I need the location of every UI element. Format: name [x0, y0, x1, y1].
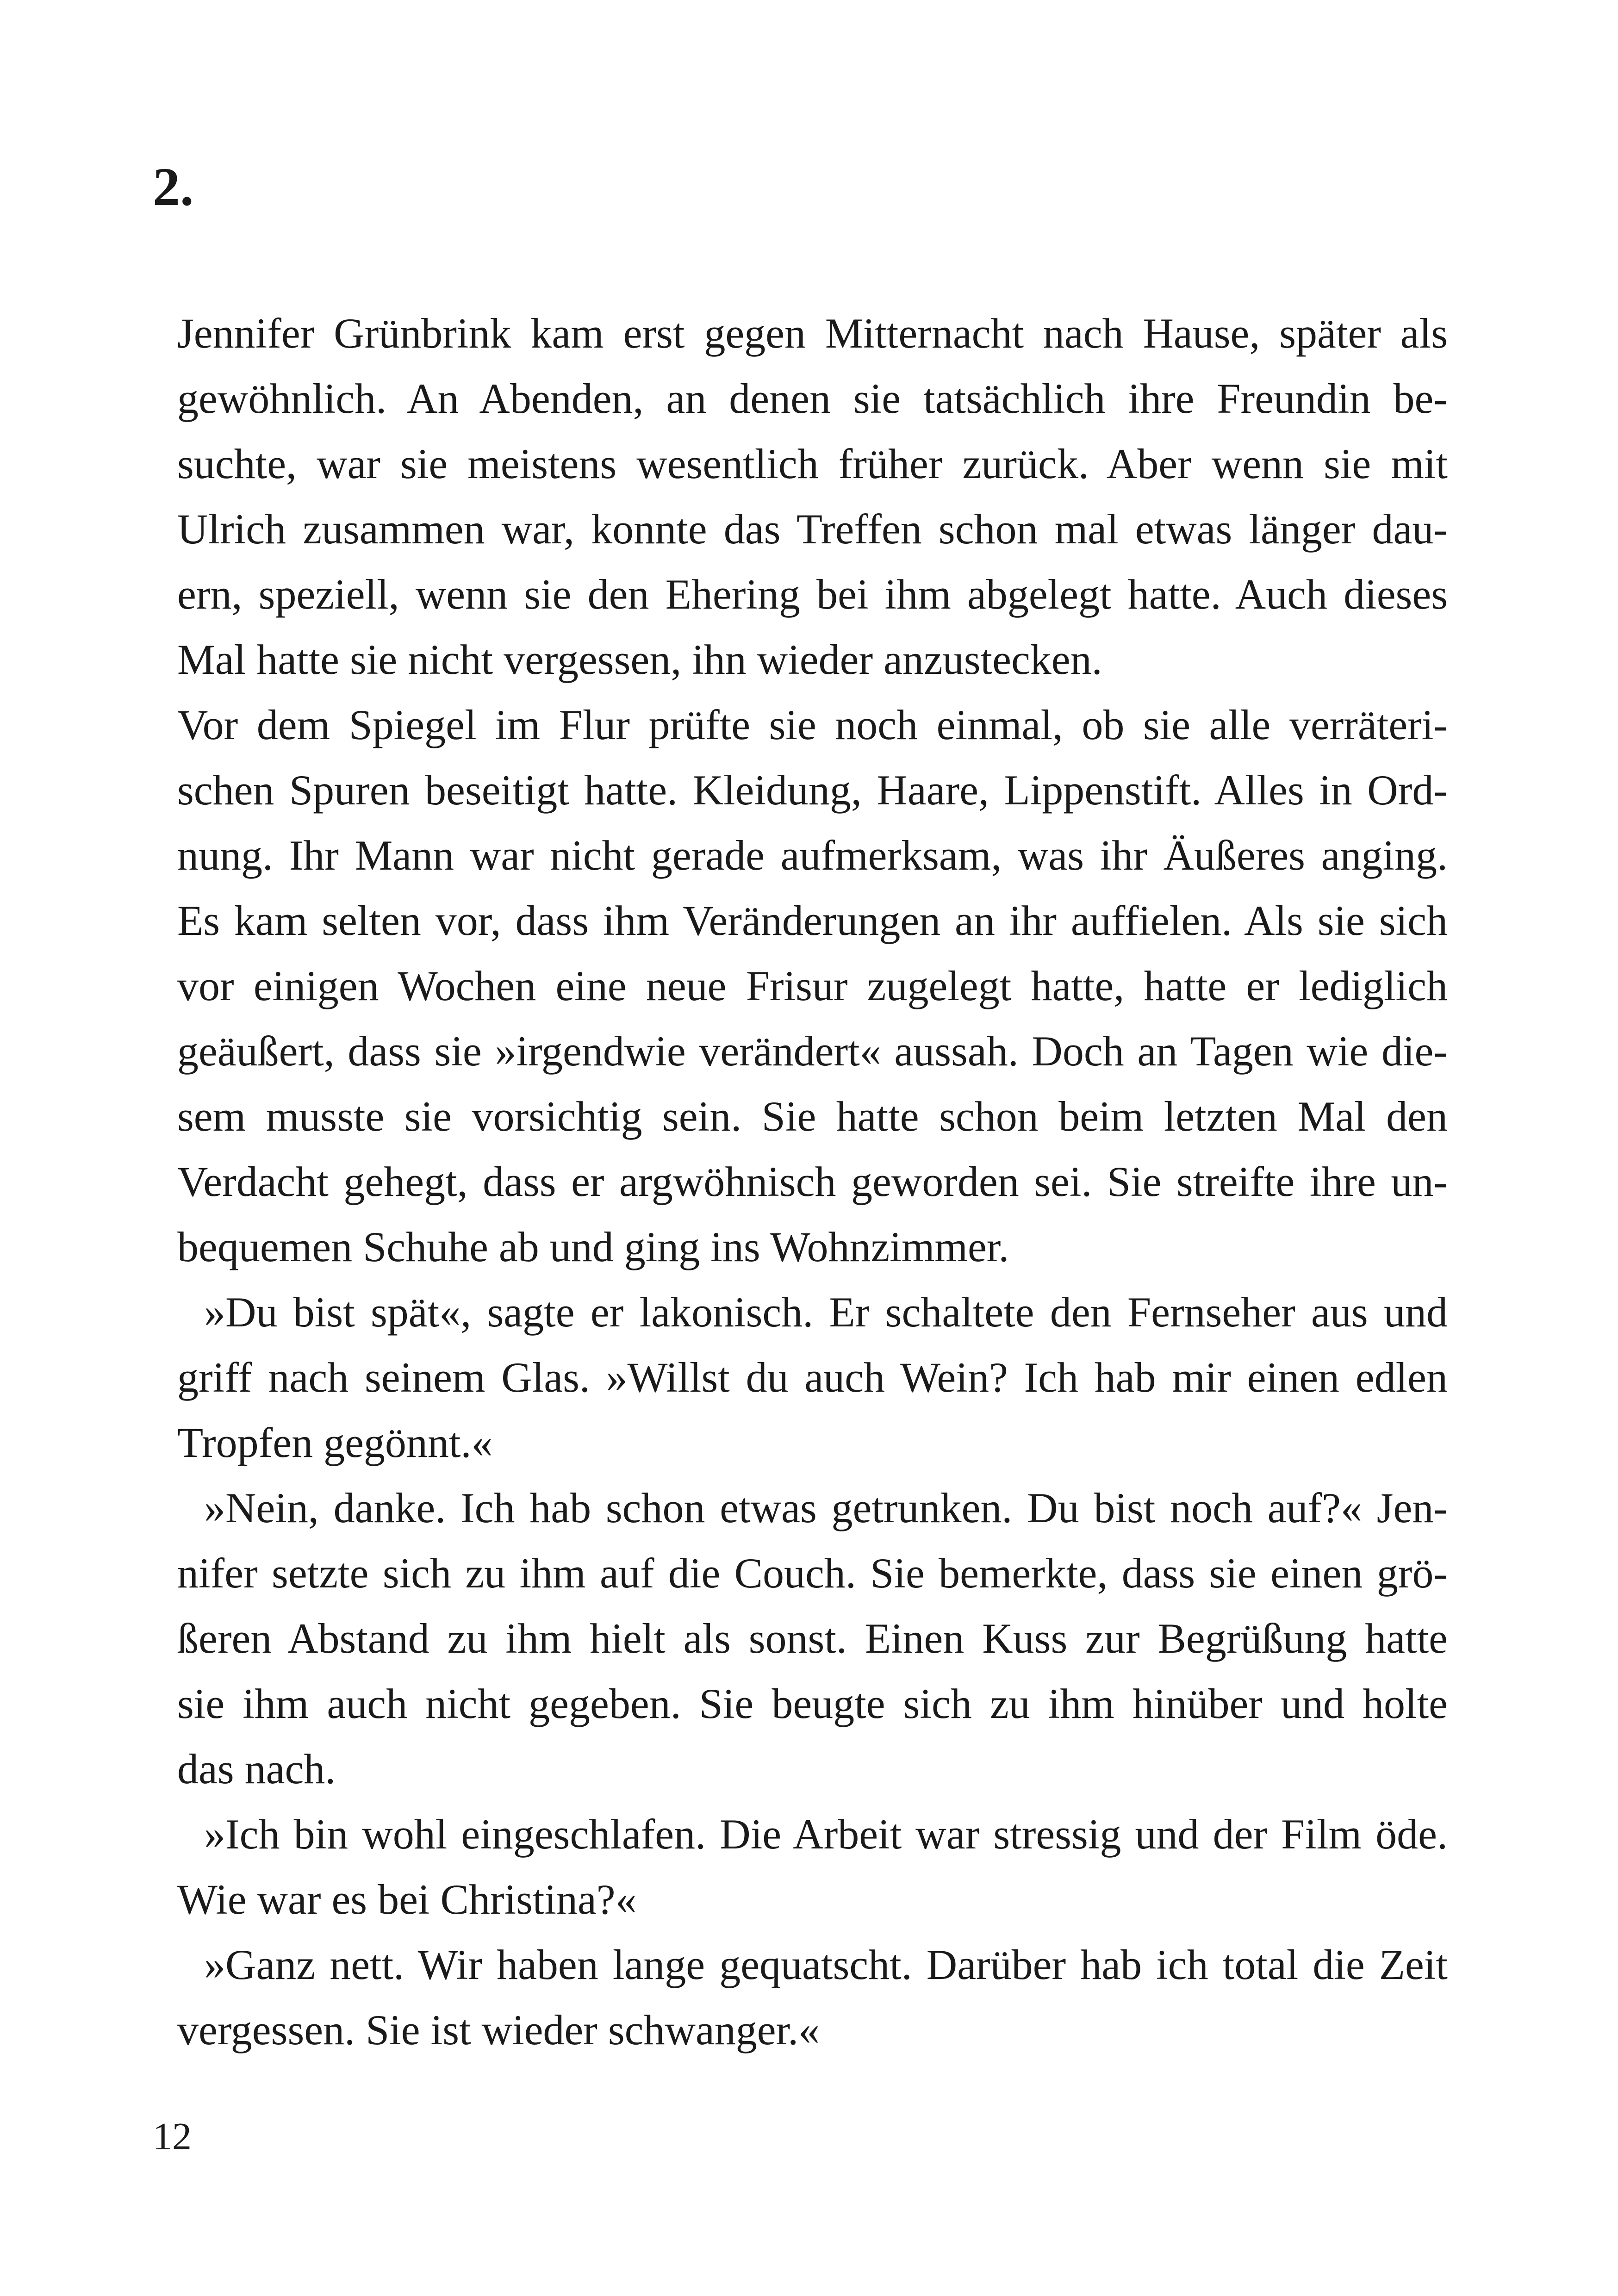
paragraph [177, 1802, 1448, 1932]
text-line: vergessen. Sie ist wieder schwanger.« [177, 2006, 820, 2053]
text-line: das nach. [177, 1745, 336, 1792]
text-line: Mal hatte sie nicht vergessen, ihn wieder anzustecken. [177, 636, 1102, 683]
text-line: »Nein, danke. Ich hab schon etwas getrunken. Du bist noch auf?« Jen- [204, 1484, 1448, 1531]
text-line: Ulrich zusammen war, konnte das Treffen schon mal etwas länger dau- [177, 505, 1448, 553]
text-line: Tropfen gegönnt.« [177, 1419, 493, 1466]
text-line: nifer setzte sich zu ihm auf die Couch. Sie bemerkte, dass sie einen grö- [177, 1549, 1448, 1597]
page-number: 12 [153, 2115, 192, 2158]
text-line: »Ich bin wohl eingeschlafen. Die Arbeit war stressig und der Film öde. [204, 1811, 1448, 1858]
text-line: Verdacht gehegt, dass er argwöhnisch geworden sei. Sie streifte ihre un- [177, 1158, 1448, 1205]
text-line: Jennifer Grünbrink kam erst gegen Mitternacht nach Hause, später als [177, 310, 1448, 357]
chapter-text [177, 301, 1448, 2063]
paragraph [177, 1280, 1448, 1475]
text-line: schen Spuren beseitigt hatte. Kleidung, Haare, Lippenstift. Alles in Ord- [177, 766, 1448, 814]
text-line: geäußert, dass sie »irgendwie verändert« aussah. Doch an Tagen wie die- [177, 1027, 1448, 1075]
text-line: suchte, war sie meistens wesentlich früher zurück. Aber wenn sie mit [177, 440, 1448, 487]
paragraph [177, 1932, 1448, 2063]
text-line: griff nach seinem Glas. »Willst du auch Wein? Ich hab mir einen edlen [177, 1354, 1448, 1401]
text-line: Vor dem Spiegel im Flur prüfte sie noch einmal, ob sie alle verräteri- [177, 701, 1448, 748]
text-line: vor einigen Wochen eine neue Frisur zugelegt hatte, hatte er lediglich [177, 962, 1448, 1009]
paragraph [177, 1475, 1448, 1802]
text-line: bequemen Schuhe ab und ging ins Wohnzimmer. [177, 1223, 1009, 1270]
text-line: gewöhnlich. An Abenden, an denen sie tatsächlich ihre Freundin be- [177, 375, 1448, 422]
text-line: ßeren Abstand zu ihm hielt als sonst. Einen Kuss zur Begrüßung hatte [177, 1615, 1448, 1662]
text-line: ern, speziell, wenn sie den Ehering bei ihm abgelegt hatte. Auch dieses [177, 571, 1448, 618]
chapter-number: 2. [153, 156, 194, 217]
text-line: sie ihm auch nicht gegeben. Sie beugte sich zu ihm hinüber und holte [177, 1680, 1448, 1727]
paragraph [177, 301, 1448, 692]
text-line: Es kam selten vor, dass ihm Veränderungen an ihr auffielen. Als sie sich [177, 897, 1448, 944]
text-line: nung. Ihr Mann war nicht gerade aufmerksam, was ihr Äußeres anging. [177, 832, 1448, 879]
paragraph [177, 692, 1448, 1280]
text-line: Wie war es bei Christina?« [177, 1876, 637, 1923]
text-line: »Ganz nett. Wir haben lange gequatscht. Darüber hab ich total die Zeit [204, 1941, 1448, 1988]
text-line: sem musste sie vorsichtig sein. Sie hatte schon beim letzten Mal den [177, 1093, 1448, 1140]
text-line: »Du bist spät«, sagte er lakonisch. Er schaltete den Fernseher aus und [204, 1288, 1448, 1336]
